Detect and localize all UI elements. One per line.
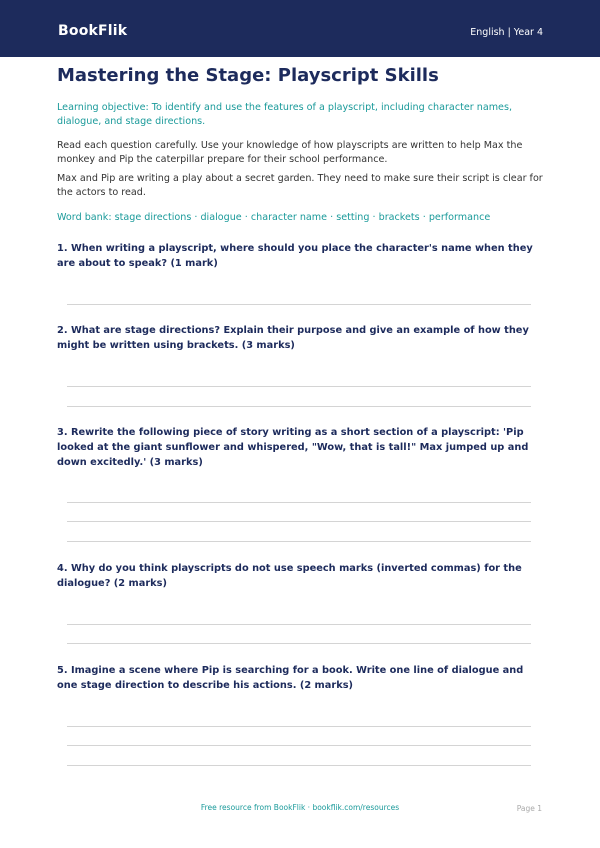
question-3: 3. Rewrite the following piece of story writing as a short section of a playscript: 'Pip looked at the giant sunflower and whispered, "Wow, that is tall!" Max jumped up and down excitedly.' (3 marks) bbox=[57, 427, 529, 468]
word-bank: Word bank: stage directions · dialogue · character name · setting · brackets · performance bbox=[57, 212, 491, 223]
brand-logo: BookFlik bbox=[58, 23, 128, 39]
question-1: 1. When writing a playscript, where should you place the character's name when they are about to speak? (1 mark) bbox=[57, 243, 533, 269]
footer-credit: Free resource from BookFlik · bookflik.com/resources bbox=[200, 803, 400, 812]
question-2: 2. What are stage directions? Explain their purpose and give an example of how they might be written using brackets. (3 marks) bbox=[57, 325, 529, 351]
answer-line[interactable] bbox=[67, 643, 531, 644]
answer-line[interactable] bbox=[67, 541, 531, 542]
answer-line[interactable] bbox=[67, 521, 531, 522]
intro-paragraph-2: Max and Pip are writing a play about a secret garden. They need to make sure their script is clear for the actors to read. bbox=[57, 173, 543, 198]
question-5: 5. Imagine a scene where Pip is searching for a book. Write one line of dialogue and one stage direction to describe his actions. (2 marks) bbox=[57, 665, 524, 691]
answer-line[interactable] bbox=[67, 726, 531, 727]
answer-line[interactable] bbox=[67, 304, 531, 305]
answer-line[interactable] bbox=[67, 406, 531, 407]
answer-line[interactable] bbox=[67, 624, 531, 625]
answer-line[interactable] bbox=[67, 502, 531, 503]
intro-paragraph-1: Read each question carefully. Use your knowledge of how playscripts are written to help Max the monkey and Pip the caterpillar prepare for their school performance. bbox=[57, 140, 523, 165]
subject-label: English | Year 4 bbox=[470, 27, 543, 38]
answer-line[interactable] bbox=[67, 765, 531, 766]
header-bar bbox=[0, 0, 600, 57]
learning-objective: Learning objective: To identify and use the features of a playscript, including character names, dialogue, and stage directions. bbox=[57, 102, 513, 127]
answer-line[interactable] bbox=[67, 386, 531, 387]
answer-line[interactable] bbox=[67, 745, 531, 746]
page-title: Mastering the Stage: Playscript Skills bbox=[57, 65, 439, 86]
question-4: 4. Why do you think playscripts do not use speech marks (inverted commas) for the dialogue? (2 marks) bbox=[57, 563, 522, 589]
page-number: Page 1 bbox=[516, 804, 542, 813]
